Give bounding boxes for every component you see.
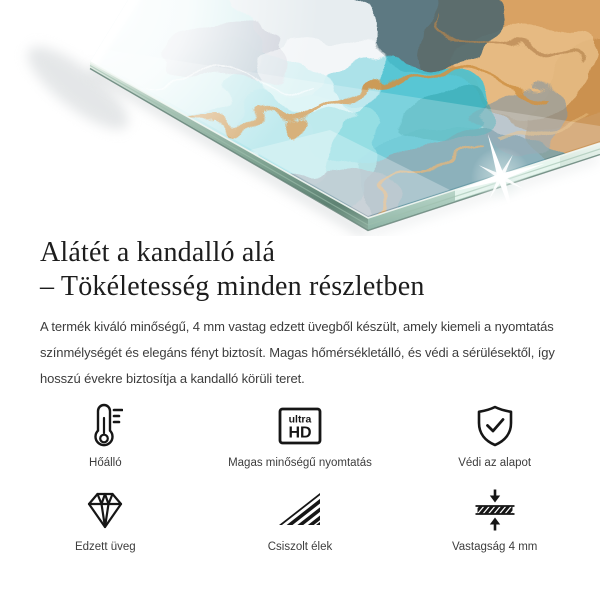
feature-label: Edzett üveg	[74, 541, 136, 553]
feature-tempered-glass	[8, 486, 203, 554]
feature-label: Védi az alapot	[458, 457, 532, 469]
feature-heat-resistant	[8, 402, 203, 470]
shield-check-icon	[474, 402, 516, 450]
description-line: hosszú évekre biztosítja a kandalló körüli teret.	[40, 371, 305, 386]
feature-polished-edges	[203, 486, 398, 554]
product-description	[40, 314, 555, 392]
ultra-hd-badge-bottom: HD	[288, 424, 312, 442]
feature-label: Vastagság 4 mm	[451, 541, 538, 553]
diamond-icon	[82, 486, 128, 534]
feature-label: Csiszolt élek	[267, 541, 333, 553]
description-line: színmélységét és elegáns fényt biztosít. Magas hőmérsékletálló, és védi a sérülésektől, így	[40, 345, 555, 360]
ultra-hd-icon	[277, 402, 323, 450]
feature-grid	[8, 402, 592, 554]
page-title-line-2: – Tökéletesség minden részletben	[40, 271, 425, 302]
feature-thickness	[397, 486, 592, 554]
polished-edges-icon	[277, 486, 323, 534]
feature-label: Magas minőségű nyomtatás	[228, 457, 372, 469]
page-title-line-1: Alátét a kandalló alá	[40, 237, 276, 268]
hero-glass-panel-image	[0, 0, 600, 236]
ultra-hd-badge-top: ultra	[288, 413, 312, 426]
page-title	[40, 236, 425, 304]
thickness-icon	[473, 486, 517, 534]
thermometer-icon	[87, 402, 123, 450]
description-line: A termék kiváló minőségű, 4 mm vastag edzett üvegből készült, amely kiemeli a nyomtatás	[40, 319, 554, 334]
feature-print-quality	[203, 402, 398, 470]
feature-label: Hőálló	[89, 457, 122, 469]
feature-protects-base	[397, 402, 592, 470]
